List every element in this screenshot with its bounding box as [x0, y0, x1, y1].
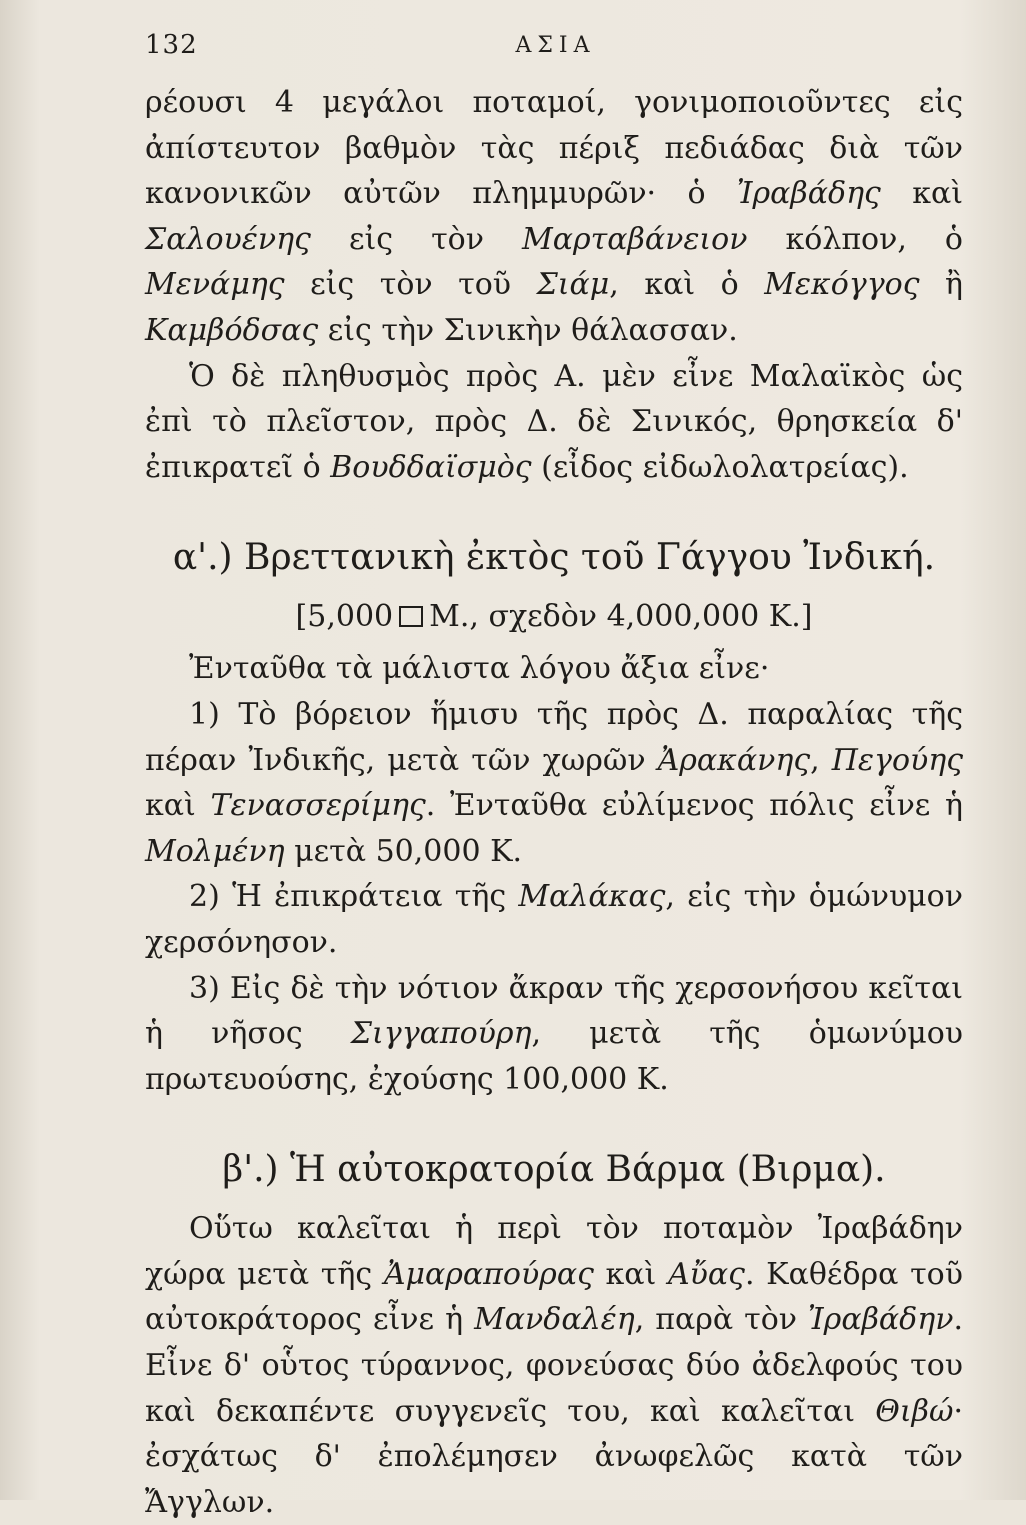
italic-term: Μενάμης: [145, 267, 285, 303]
italic-term: Σιάμ: [536, 267, 610, 303]
text-run: ,: [810, 742, 832, 778]
section-b-heading: β'.) Ἡ αὐτοκρατορία Βάρμα (Βιρμα).: [222, 1149, 886, 1191]
italic-term: Καμβόδσας: [145, 312, 319, 348]
text-run: εἰς τὴν Σινικὴν θάλασσαν.: [318, 312, 738, 348]
text-run: . Εἶνε δ' οὗτος τύραννος, φονεύσας δύο ἀδελφούς του καὶ δεκαπέντε συγγενεῖς του, καὶ καλεῖται: [145, 1302, 963, 1429]
italic-term: Μαρταβάνειον: [522, 221, 748, 257]
running-title: ΑΣΙΑ: [515, 33, 596, 58]
text-run: Οὕτω καλεῖται ἡ περὶ τὸν ποταμὸν Ἰραβάδην χώρα μετὰ τῆς: [145, 1211, 963, 1292]
page-number: 132: [145, 30, 198, 60]
text-run: εἰς τὸν τοῦ: [284, 267, 537, 303]
text-run: . Ἐνταῦθα εὐλίμενος πόλις εἶνε ἡ: [425, 788, 963, 824]
list-item-3: [145, 966, 963, 1103]
list-item-2: [145, 874, 963, 965]
stats-area: [5,000: [295, 599, 394, 635]
text-run: , μετὰ τῆς ὁμωνύμου πρωτευούσης, ἐχούσης 100,000 Κ.: [145, 1016, 963, 1097]
text-run: μετὰ 50,000 Κ.: [284, 833, 523, 869]
italic-term: Μαλάκας: [518, 879, 666, 915]
italic-term: Σιγγαπούρη: [350, 1016, 532, 1052]
text-run: · ἐσχάτως δ' ἐπολέμησεν ἀνωφελῶς κατὰ τῶν Ἄγγλων.: [145, 1393, 963, 1520]
text-run: 2) Ἡ ἐπικράτεια τῆς: [189, 879, 519, 915]
italic-term: Σαλουένης: [145, 221, 311, 257]
italic-term: Ἰραβάδην: [808, 1302, 954, 1338]
italic-term: Μεκόγγος: [764, 267, 920, 303]
text-run: . Καθέδρα τοῦ αὐτοκράτορος εἶνε ἡ: [145, 1256, 963, 1338]
stats-population: Μ., σχεδὸν 4,000,000 Κ.]: [429, 599, 813, 635]
section-a-heading: α'.) Βρεττανικὴ ἐκτὸς τοῦ Γάγγου Ἰνδική.: [172, 537, 936, 579]
italic-term: Θιβώ: [875, 1393, 954, 1429]
list-item-1: [145, 692, 963, 874]
text-run: ρέουσι 4 μεγάλοι ποταμοί, γονιμοποιοῦντες εἰς ἀπίστευτον βαθμὸν τὰς πέριξ πεδιάδας διὰ τῶν κανονικῶν αὐτῶν πλημμυρῶν· ὁ: [145, 85, 963, 212]
italic-term: Μανδαλέη: [474, 1302, 635, 1338]
page-body: [145, 80, 963, 1525]
text-run: , εἰς τὴν ὁμώνυμον χερσόνησον.: [145, 879, 963, 960]
page-header: [145, 30, 966, 70]
italic-term: Πεγούης: [831, 742, 964, 778]
italic-term: Μολμένη: [145, 833, 285, 869]
italic-term: Βουδδαϊσμὸς: [330, 449, 532, 485]
italic-term: Ἀμαραπούρας: [383, 1256, 594, 1292]
square-icon: [399, 606, 423, 627]
text-run: Ὁ δὲ πληθυσμὸς πρὸς Α. μὲν εἶνε Μαλαϊκὸς ὡς ἐπὶ τὸ πλεῖστον, πρὸς Δ. δὲ Σινικός, θρησκεία δ' ἐπικρατεῖ ὁ: [145, 358, 963, 485]
text-run: κόλπον, ὁ: [747, 221, 963, 257]
text-run: , καὶ ὁ: [609, 267, 765, 303]
italic-term: Αὔας: [668, 1256, 745, 1292]
text-run: εἰς τὸν: [310, 221, 523, 257]
text-run: 1) Τὸ βόρειον ἥμισυ τῆς πρὸς Δ. παραλίας τῆς πέραν Ἰνδικῆς, μετὰ τῶν χωρῶν: [145, 696, 963, 778]
italic-term: Ἰραβάδης: [736, 176, 881, 212]
text-run: ἢ: [919, 267, 963, 303]
section-b-paragraph: [145, 1206, 963, 1525]
text-run: 3) Εἰς δὲ τὴν νότιον ἄκραν τῆς χερσονήσου κεῖται ἡ νῆσος: [145, 970, 963, 1052]
text-run: , παρὰ τὸν: [634, 1302, 809, 1338]
italic-term: Τενασσερίμης: [210, 788, 426, 824]
section-a-intro: Ἐνταῦθα τὰ μάλιστα λόγου ἄξια εἶνε·: [189, 651, 770, 687]
italic-term: Ἀρακάνης: [657, 742, 811, 778]
text-run: καὶ: [880, 176, 963, 212]
population-paragraph: [145, 354, 963, 491]
intro-paragraph: [145, 80, 963, 354]
text-run: καὶ: [145, 788, 211, 824]
section-a-stats: [145, 594, 963, 640]
text-run: καὶ: [593, 1256, 668, 1292]
text-run: (εἶδος εἰδωλολατρείας).: [531, 449, 909, 485]
